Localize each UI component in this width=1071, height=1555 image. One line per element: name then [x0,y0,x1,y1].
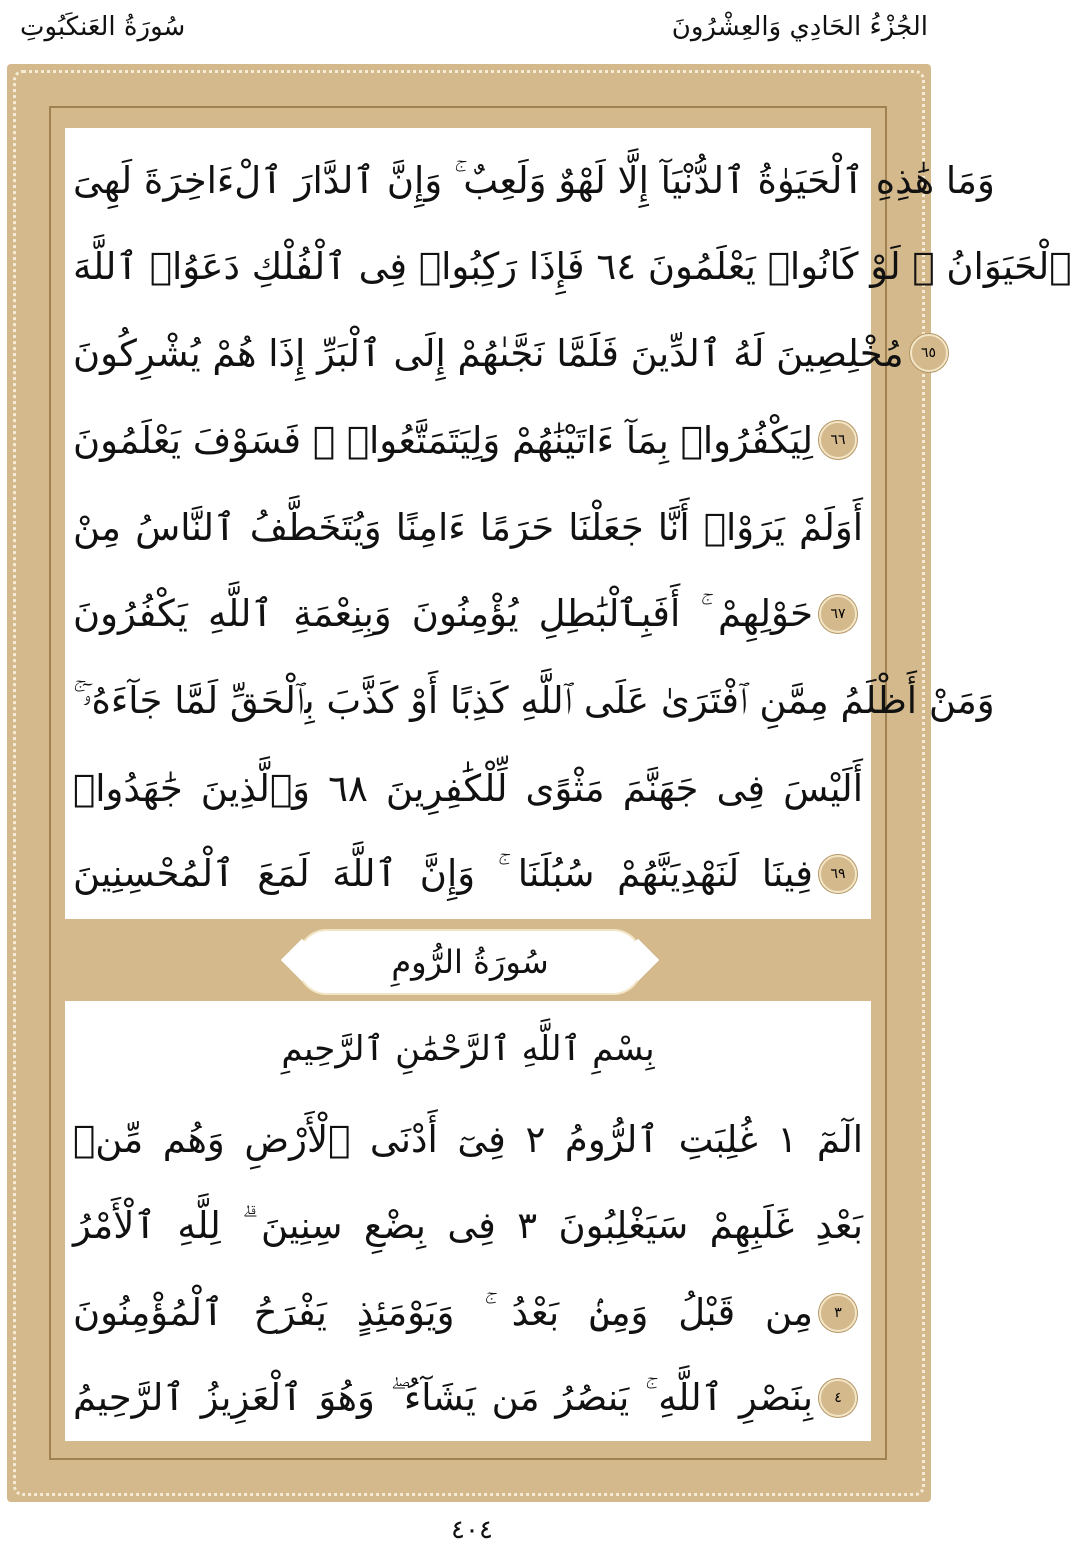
verse-line-1 [65,138,995,224]
line-text: أَلَيْسَ فِى جَهَنَّمَ مَثْوًى لِّلْكَٰفِرِينَ ٦٨ وَٱلَّذِينَ جَٰهَدُوا۟ [73,766,863,810]
surah-title-header: سُورَةُ العَنكَبُوتِ [20,12,186,42]
line-text: أَوَلَمْ يَرَوْا۟ أَنَّا جَعَلْنَا حَرَمًا ءَامِنًا وَيُتَخَطَّفُ ٱلنَّاسُ مِنْ [73,505,863,549]
verse-line-2 [65,223,1071,309]
verse-line-4 [65,397,871,483]
line-text: وَمَنْ أَظْلَمُ مِمَّنِ ٱفْتَرَىٰ عَلَى ٱللَّهِ كَذِبًا أَوْ كَذَّبَ بِٱلْحَقِّ لَمَّا جَآءَهُۥٓ ۚ [73,679,995,722]
page-number: ٤٠٤ [451,1515,493,1545]
verse-line-3 [65,310,937,396]
ayah-marker: ٣ [819,1294,857,1332]
line-text: بَعْدِ غَلَبِهِمْ سَيَغْلِبُونَ ٣ فِى بِضْعِ سِنِينَ ۗ لِلَّهِ ٱلْأَمْرُ [73,1204,863,1247]
line-text: بِنَصْرِ ٱللَّهِ ۚ يَنصُرُ مَن يَشَآءُ ۖ وَهُوَ ٱلْعَزِيزُ ٱلرَّحِيمُ [73,1376,813,1419]
verse-line-13 [65,1355,871,1441]
verse-line-9 [65,831,871,917]
ayah-marker: ٦٥ [910,334,948,372]
line-text: مُخْلِصِينَ لَهُ ٱلدِّينَ فَلَمَّا نَجَّىٰهُمْ إِلَى ٱلْبَرِّ إِذَا هُمْ يُشْرِكُونَ [73,331,904,375]
mushaf-page [65,128,1071,1441]
surah-name: سُورَةُ الرُّومِ [391,943,549,981]
ayah-marker: ٦٧ [819,595,857,633]
verse-line-11 [65,1183,871,1269]
basmala: بِسْمِ ٱللَّهِ ٱلرَّحْمَٰنِ ٱلرَّحِيمِ [281,1028,655,1069]
line-text: الٓمٓ ١ غُلِبَتِ ٱلرُّومُ ٢ فِىٓ أَدْنَى ٱلْأَرْضِ وَهُم مِّنۢ [73,1117,863,1161]
line-text: لِيَكْفُرُوا۟ بِمَآ ءَاتَيْنَٰهُمْ وَلِيَتَمَتَّعُوا۟ ۖ فَسَوْفَ يَعْلَمُونَ [73,418,813,462]
verse-line-6 [65,571,871,657]
verse-line-5 [65,484,871,570]
line-text: وَمَا هَٰذِهِ ٱلْحَيَوٰةُ ٱلدُّنْيَآ إِلَّا لَهْوٌ وَلَعِبٌ ۚ وَإِنَّ ٱلدَّارَ ٱلْءَاخِرَةَ لَهِىَ [73,159,995,202]
ayah-marker: ٤ [819,1379,857,1417]
ayah-marker: ٦٩ [819,855,857,893]
ayah-marker: ٦٦ [819,421,857,459]
verse-line-7 [65,658,995,744]
juz-title: الجُزْءُ الحَادِي وَالعِشْرُونَ [671,12,928,42]
surah-banner [65,919,871,1001]
verse-line-8 [65,745,871,831]
line-text: مِن قَبْلُ وَمِنۢ بَعْدُ ۚ وَيَوْمَئِذٍ يَفْرَحُ ٱلْمُؤْمِنُونَ [73,1291,813,1334]
line-text: حَوْلِهِمْ ۚ أَفَبِٱلْبَٰطِلِ يُؤْمِنُونَ وَبِنِعْمَةِ ٱللَّهِ يَكْفُرُونَ [73,592,813,635]
line-text: ٱلْحَيَوَانُ ۚ لَوْ كَانُوا۟ يَعْلَمُونَ ٦٤ فَإِذَا رَكِبُوا۟ فِى ٱلْفُلْكِ دَعَوُا۟ ٱللَّهَ [73,244,1071,288]
line-text: فِينَا لَنَهْدِيَنَّهُمْ سُبُلَنَا ۚ وَإِنَّ ٱللَّهَ لَمَعَ ٱلْمُحْسِنِينَ [73,852,813,895]
verse-line-12 [65,1270,871,1356]
surah-name-cartouche [297,929,643,995]
verse-line-10 [65,1096,871,1182]
